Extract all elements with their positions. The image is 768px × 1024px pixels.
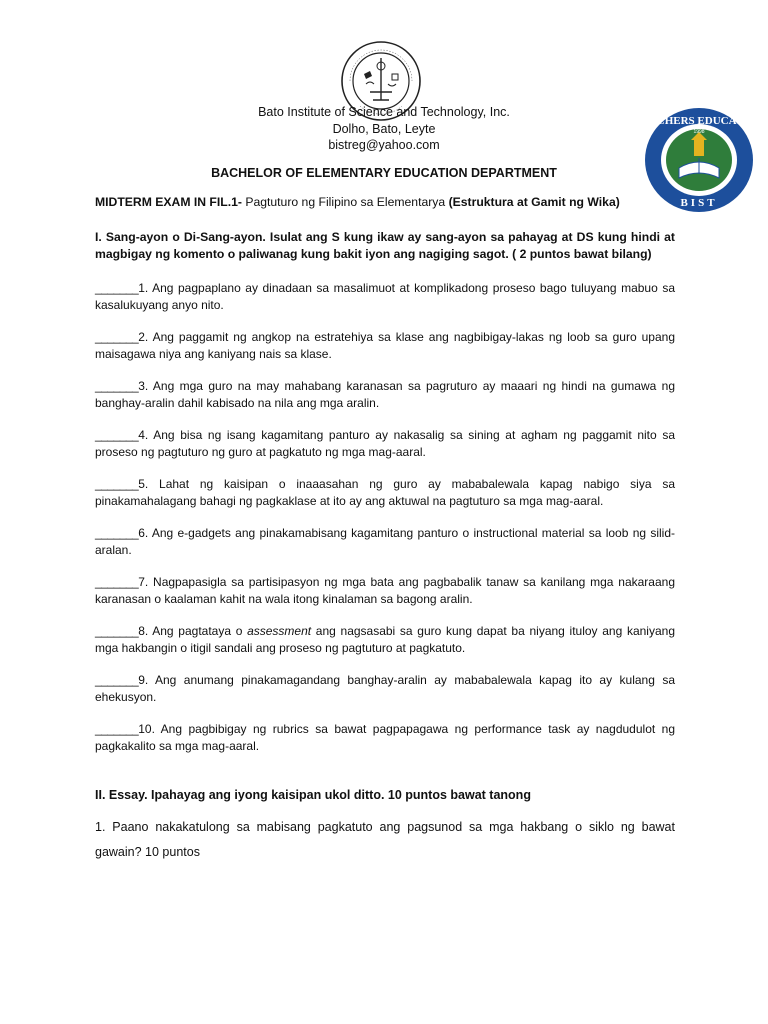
answer-blank: _______ [95,477,139,491]
seal-text-top: TEACHERS EDUCATION [634,115,764,127]
item-text: 10. Ang pagbibigay ng rubrics sa bawat pagpapagawa ng performance task ay nagdudulot ng pagkakalito sa mga mag-aaral. [95,722,675,753]
essay-question: 1. Paano nakakatulong sa mabisang pagkatuto ang pagsunod sa mga hakbang o siklo ng bawat gawain? 10 puntos [95,820,675,859]
list-item [95,525,675,559]
section-ii-heading: II. Essay. Ipahayag ang iyong kaisipan ukol ditto. 10 puntos bawat tanong [95,788,531,802]
department-name: BACHELOR OF ELEMENTARY EDUCATION DEPARTMENT [211,166,557,180]
list-item [95,329,675,363]
list-item [95,378,675,412]
answer-blank: _______ [95,281,139,295]
list-item [95,574,675,608]
seal-year: 1998 [693,129,705,135]
answer-blank: _______ [95,379,139,393]
item-text: 3. Ang mga guro na may mahabang karanasan sa pagruturo ay maaari ng hindi na gumawa ng banghay-aralin dahil kabisado na nila ang mga aralin. [95,379,675,410]
answer-blank: _______ [95,330,139,344]
section-i-instructions: I. Sang-ayon o Di-Sang-ayon. Isulat ang S kung ikaw ay sang-ayon sa pahayag at DS kung hindi at magbigay ng komento o paliwanag kung bakit iyon ang nagiging sagot. ( 2 puntos bawat bilang) [95,230,675,261]
exam-title-bold: MIDTERM EXAM IN FIL.1- [95,195,242,209]
list-item [95,623,675,657]
item-text: 1. Ang pagpaplano ay dinadaan sa masalimuot at komplikadong proseso bago tuluyang mabuo sa kasalukuyang anyo nito. [95,281,675,312]
institution-address: Dolho, Bato, Leyte [332,122,436,136]
item-text-italic: assessment [247,624,312,638]
answer-blank: _______ [95,428,139,442]
institution-name: Bato Institute of Science and Technology, Inc. [258,105,510,119]
item-text: 2. Ang paggamit ng angkop na estratehiya sa klase ang nagbibigay-lakas ng loob sa guro upang maisagawa niya ang kaniyang nais sa klase. [95,330,675,361]
answer-blank: _______ [95,722,139,736]
item-text: 4. Ang bisa ng isang kagamitang panturo ay nakasalig sa sining at agham ng paggamit nito sa proseso ng pagtuturo ng guro at pagkatuto ng mga mag-aaral. [95,428,675,459]
item-text-after: ang nagsasabi sa guro kung dapat ba niyang ituloy ang kaniyang mga hakbangin o itigil sandali ang proseso ng pagtuturo at pagkatuto. [95,624,675,655]
item-text: 5. Lahat ng kaisipan o inaaasahan ng guro ay mababalewala kapag nabigo siya sa pinakamahalagang bahagi ng pagkaklase at ito ay ang aktuwal na pagtuturo sa mga mag-aaral. [95,477,675,508]
item-text: 6. Ang e-gadgets ang pinakamabisang kagamitang panturo o instructional material sa loob ng silid-aralan. [95,526,675,557]
exam-title [95,195,655,209]
answer-blank: _______ [95,673,139,687]
item-text: 7. Nagpapasigla sa partisipasyon ng mga bata ang pagbabalik tanaw sa kanilang mga nakaraang karanasan o kaalaman kahit na wala itong kinalaman sa bagong aralin. [95,575,675,606]
seal-text-bottom: BIST [680,197,718,209]
exam-title-subject: Pagtuturo ng Filipino sa Elementarya [241,195,449,209]
list-item [95,721,675,755]
item-text: 9. Ang anumang pinakamagandang banghay-aralin ay mababalewala kapag ito ay kulang sa ehekusyon. [95,673,675,704]
institution-email: bistreg@yahoo.com [328,138,440,152]
answer-blank: _______ [95,575,139,589]
list-item [95,476,675,510]
item-text-before: 8. Ang pagtataya o [138,624,248,638]
exam-title-paren: (Estruktura at Gamit ng Wika) [448,195,620,209]
answer-blank: _______ [95,526,139,540]
list-item [95,280,675,314]
list-item [95,672,675,706]
answer-blank: _______ [95,624,139,638]
list-item [95,427,675,461]
